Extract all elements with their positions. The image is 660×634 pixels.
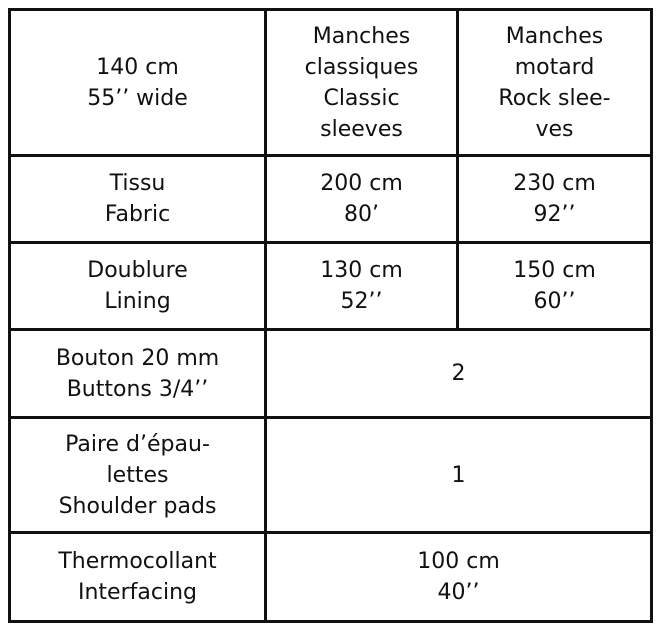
row-label-fabric bbox=[10, 156, 266, 243]
table-row-interfacing bbox=[10, 533, 652, 622]
value-line: 150 cm bbox=[513, 258, 596, 283]
table-row-buttons bbox=[10, 330, 652, 418]
label-line: Thermocollant bbox=[58, 549, 217, 574]
header-line: Classic bbox=[323, 85, 400, 111]
table-row-lining bbox=[10, 243, 652, 330]
header-line: motard bbox=[514, 54, 595, 80]
width-label-line: 140 cm bbox=[96, 54, 179, 80]
header-line: sleeves bbox=[320, 116, 403, 142]
cell-buttons-quantity bbox=[266, 330, 652, 418]
label-line: lettes bbox=[106, 462, 169, 488]
cell-fabric-rock bbox=[458, 156, 652, 243]
column-header-classic-sleeves bbox=[266, 10, 458, 156]
cell-width-label bbox=[10, 10, 266, 156]
cell-fabric-classic bbox=[266, 156, 458, 243]
value-line: 92’’ bbox=[533, 202, 576, 227]
cell-interfacing-quantity bbox=[266, 533, 652, 622]
fabric-requirements-table bbox=[8, 8, 653, 623]
header-line: Rock slee- bbox=[498, 85, 611, 111]
value-line: 52’’ bbox=[340, 289, 383, 314]
header-line: ves bbox=[535, 116, 574, 142]
value-line: 80’ bbox=[344, 202, 379, 227]
value-line: 130 cm bbox=[320, 258, 403, 283]
row-label-shoulder-pads bbox=[10, 418, 266, 533]
label-line: Fabric bbox=[104, 202, 171, 227]
label-line: Paire d’épau- bbox=[65, 431, 210, 457]
header-line: Manches bbox=[312, 23, 411, 49]
value-line: 100 cm bbox=[417, 549, 500, 574]
label-line: Tissu bbox=[109, 171, 166, 196]
value-line: 40’’ bbox=[437, 580, 480, 605]
cell-lining-rock bbox=[458, 243, 652, 330]
label-line: Bouton 20 mm bbox=[55, 345, 220, 371]
table-row-fabric bbox=[10, 156, 652, 243]
cell-lining-classic bbox=[266, 243, 458, 330]
label-line: Interfacing bbox=[78, 580, 197, 605]
label-line: Buttons 3/4’’ bbox=[66, 376, 209, 402]
value-line: 60’’ bbox=[533, 289, 576, 314]
value-line: 1 bbox=[451, 462, 466, 488]
table-row-header bbox=[10, 10, 652, 156]
table-row-shoulder-pads bbox=[10, 418, 652, 533]
header-line: Manches bbox=[505, 23, 604, 49]
width-label-line: 55’’ wide bbox=[87, 85, 188, 111]
row-label-interfacing bbox=[10, 533, 266, 622]
label-line: Doublure bbox=[87, 258, 188, 283]
label-line: Shoulder pads bbox=[58, 493, 217, 519]
value-line: 200 cm bbox=[320, 171, 403, 196]
row-label-buttons bbox=[10, 330, 266, 418]
value-line: 2 bbox=[451, 361, 466, 386]
column-header-rock-sleeves bbox=[458, 10, 652, 156]
label-line: Lining bbox=[104, 289, 171, 314]
header-line: classiques bbox=[304, 54, 419, 80]
cell-shoulder-pads-quantity bbox=[266, 418, 652, 533]
value-line: 230 cm bbox=[513, 171, 596, 196]
row-label-lining bbox=[10, 243, 266, 330]
